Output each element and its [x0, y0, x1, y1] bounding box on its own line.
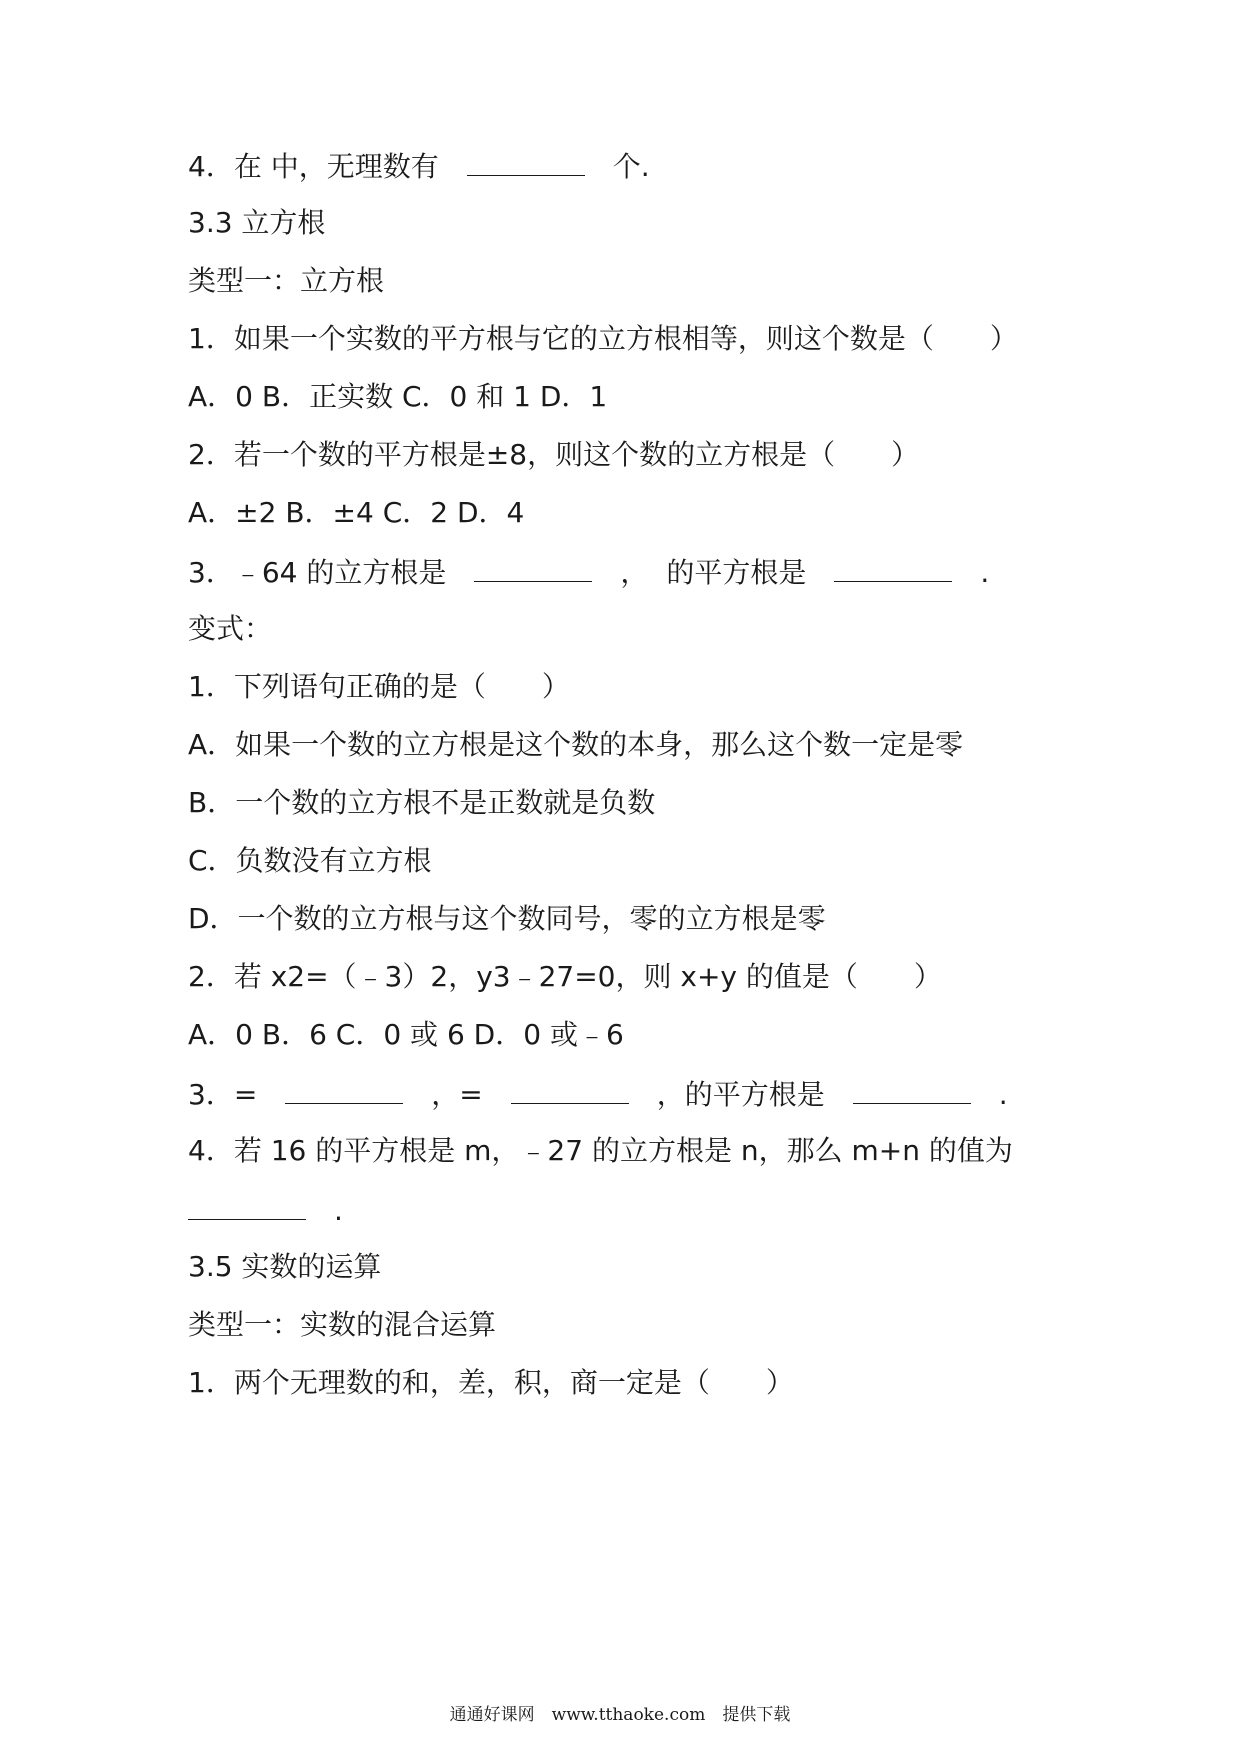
section-heading-3-5: 3.5 实数的运算 [188, 1250, 382, 1283]
type-heading-2: 类型一：实数的混合运算 [188, 1308, 497, 1341]
question-2: 2．若一个数的平方根是±8，则这个数的立方根是（ ） [188, 438, 920, 471]
variant-question-1: 1．下列语句正确的是（ ） [188, 670, 570, 703]
variant-question-3-text-3: ，的平方根是 [656, 1078, 825, 1111]
answer-blank [511, 1073, 629, 1104]
variant-question-3-text: 3．= [188, 1078, 258, 1111]
question-4-line [188, 145, 650, 187]
question-3-period: . [980, 556, 990, 589]
variant-question-3-period: . [998, 1078, 1008, 1111]
variant-question-4-period: . [334, 1194, 343, 1227]
variant-heading: 变式： [188, 612, 273, 645]
question-3-text: 3．﹣64 的立方根是 [188, 556, 447, 589]
variant-question-4-answer-line [188, 1189, 343, 1231]
question-2-options: A．±2 B．±4 C．2 D．4 [188, 496, 525, 529]
answer-blank [188, 1189, 306, 1220]
variant-question-3-text-2: ，= [431, 1078, 483, 1111]
answer-blank [467, 145, 585, 176]
question-3-text-2: 的平方根是 [666, 556, 807, 589]
variant-option-c: C．负数没有立方根 [188, 844, 432, 877]
answer-blank [285, 1073, 403, 1104]
question-3-line [188, 551, 989, 593]
question-1: 1．如果一个实数的平方根与它的立方根相等，则这个数是（ ） [188, 322, 1018, 355]
answer-blank [474, 551, 592, 582]
variant-question-4: 4．若 16 的平方根是 m，﹣27 的立方根是 n，那么 m+n 的值为 [188, 1134, 1013, 1167]
variant-option-a: A．如果一个数的立方根是这个数的本身，那么这个数一定是零 [188, 728, 964, 761]
answer-blank [853, 1073, 971, 1104]
variant-question-2: 2．若 x2=（﹣3）2，y3﹣27=0，则 x+y 的值是（ ） [188, 960, 942, 993]
section-3-5-question-1: 1．两个无理数的和，差，积，商一定是（ ） [188, 1366, 794, 1399]
question-3-comma: ， [620, 556, 649, 589]
question-1-options: A．0 B．正实数 C．0 和 1 D．1 [188, 380, 608, 413]
variant-question-3-line [188, 1073, 1008, 1115]
type-heading: 类型一：立方根 [188, 264, 385, 297]
question-4-text: 4．在 中，无理数有 [188, 150, 439, 183]
variant-option-d: D．一个数的立方根与这个数同号，零的立方根是零 [188, 902, 826, 935]
variant-question-2-options: A．0 B．6 C．0 或 6 D．0 或﹣6 [188, 1018, 624, 1051]
question-4-suffix: 个. [612, 150, 650, 183]
section-heading-3-3: 3.3 立方根 [188, 206, 326, 239]
footer-watermark: 通通好课网 www.tthaoke.com 提供下载 [449, 1705, 791, 1725]
variant-option-b: B．一个数的立方根不是正数就是负数 [188, 786, 656, 819]
answer-blank [834, 551, 952, 582]
